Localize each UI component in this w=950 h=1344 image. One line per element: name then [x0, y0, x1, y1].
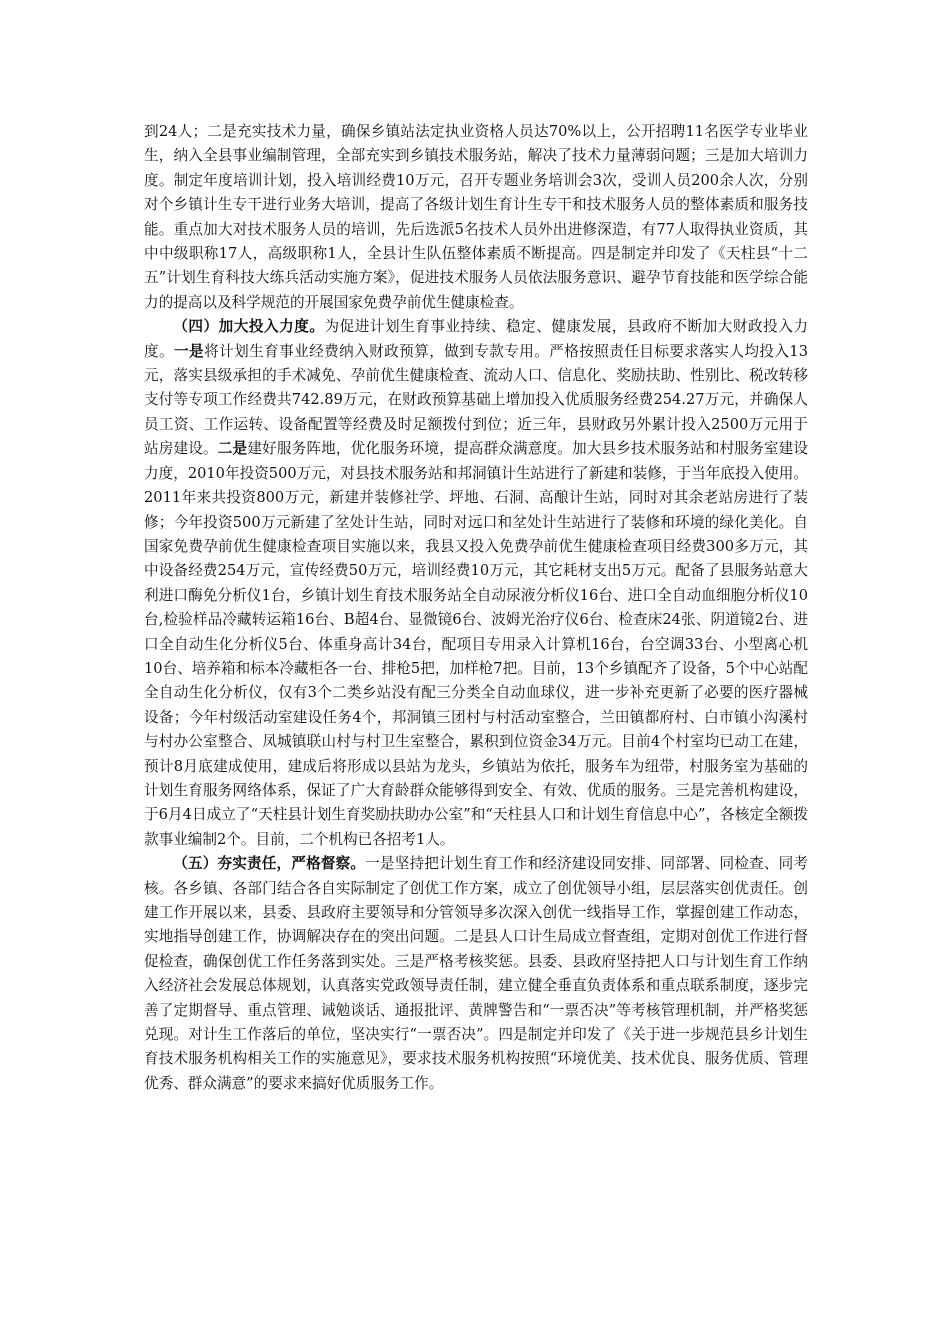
section-heading-responsibility: （五）夯实责任，严格督察。: [173, 855, 366, 873]
paragraph-text: 将计划生育事业经费纳入财政预算，做到专款专用。严格按照责任目标要求落实人均投入13元，落实县级承担的手术减免、孕前优生健康检查、流动人口、信息化、奖励扶助、性别比、税改转移支付等专项工作经费共742.89万元，在财政预算基础上增加投入优质服务经费254.27万元，并确保人员工资、工作运转、设备配置等经费及时足额拨付到位；近三年，县财政另外累计投入2500万元用于站房建设。: [144, 342, 808, 458]
document-body: [144, 120, 808, 1096]
paragraph-text: 建好服务阵地，优化服务环境，提高群众满意度。加大县乡技术服务站和村服务室建设力度，2010年投资500万元，对县技术服务站和邦洞镇计生站进行了新建和装修，于当年底投入使用。2011年来共投资800万元，新建并装修社学、坪地、石洞、高酿计生站，同时对其余老站房进行了装修；今年投资500万元新建了坌处计生站，同时对远口和坌处计生站进行了装修和环境的绿化美化。自国家免费孕前优生健康检查项目实施以来，我县又投入免费孕前优生健康检查项目经费300多万元，其中设备经费254万元，宣传经费50万元，培训经费10万元，其它耗材支出5万元。配备了县服务站意大利进口酶免分析仪1台，乡镇计划生育技术服务站全自动尿液分析仪16台、进口全自动血细胞分析仪10台,检验样品冷藏转运箱16台、B超4台、显微镜6台、波姆光治疗仪6台、检查床24张、阴道镜2台、进口全自动生化分析仪5台、体重身高计34台，配项目专用录入计算机16台，台空调33台、小型离心机10台、培养箱和标本冷藏柜各一台、排枪5把，加样枪7把。目前，13个乡镇配齐了设备，5个中心站配全自动生化分析仪，仅有3个二类乡站没有配三分类全自动血球仪，进一步补充更新了必要的医疗器械设备；今年村级活动室建设任务4个，邦洞镇三团村与村活动室整合，兰田镇都府村、白市镇小沟溪村与村办公室整合、凤城镇联山村与村卫生室整合，累积到位资金34万元。目前4个村室均已动工在建，预计8月底建成使用，建成后将形成以县站为龙头，乡镇站为依托，服务车为纽带，村服务室为基础的计划生育服务网络体系，保证了广大育龄群众能够得到安全、有效、优质的服务。三是完善机构建设，于6月4日成立了“天柱县计划生育奖励扶助办公室”和“天柱县人口和计划生育信息中心”，各核定全额拨款事业编制2个。目前，二个机构已各招考1人。: [144, 440, 808, 848]
paragraph-investment: [144, 315, 808, 852]
paragraph-responsibility: [144, 852, 808, 1096]
paragraph-text: 为促进计划生育事业持续、稳定、健康发展，县政府不断加大财政投入力度。: [144, 318, 808, 360]
paragraph-text: 一是坚持把计划生育工作和经济建设同安排、同部署、同检查、同考核。各乡镇、各部门结合各自实际制定了创优工作方案，成立了创优领导小组，层层落实创优责任。创建工作开展以来，县委、县政府主要领导和分管领导多次深入创优一线指导工作，掌握创建工作动态，实地指导创建工作，协调解决存在的突出问题。二是县人口计生局成立督查组，定期对创优工作进行督促检查，确保创优工作任务落到实处。三是严格考核奖惩。县委、县政府坚持把人口与计划生育工作纳入经济社会发展总体规划，认真落实党政领导责任制，建立健全垂直负责体系和重点联系制度，逐步完善了定期督导、重点管理、诫勉谈话、通报批评、黄牌警告和“一票否决”等考核管理机制，并严格奖惩兑现。对计生工作落后的单位，坚决实行“一票否决”。四是制定并印发了《关于进一步规范县乡计划生育技术服务机构相关工作的实施意见》，要求技术服务机构按照“环境优美、技术优良、服务优质、管理优秀、群众满意”的要求来搞好优质服务工作。: [144, 855, 808, 1092]
bold-marker-first: 一是: [174, 342, 205, 360]
bold-marker-second: 二是: [217, 440, 248, 458]
paragraph-training: 到24人；二是充实技术力量，确保乡镇站法定执业资格人员达70%以上，公开招聘11名医学专业毕业生，纳入全县事业编制管理，全部充实到乡镇技术服务站，解决了技术力量薄弱问题；三是加大培训力度。制定年度培训计划，投入培训经费10万元，召开专题业务培训会3次，受训人员200余人次，分别对个乡镇计生专干进行业务大培训，提高了各级计划生育计生专干和技术服务人员的整体素质和服务技能。重点加大对技术服务人员的培训，先后选派5名技术人员外出进修深造，有77人取得执业资质，其中中级职称17人，高级职称1人，全县计生队伍整体素质不断提高。四是制定并印发了《天柱县“十二五”计划生育科技大练兵活动实施方案》，促进技术服务人员依法服务意识、避孕节育技能和医学综合能力的提高以及科学规范的开展国家免费孕前优生健康检查。: [144, 123, 808, 311]
section-heading-investment: （四）加大投入力度。: [173, 318, 325, 336]
